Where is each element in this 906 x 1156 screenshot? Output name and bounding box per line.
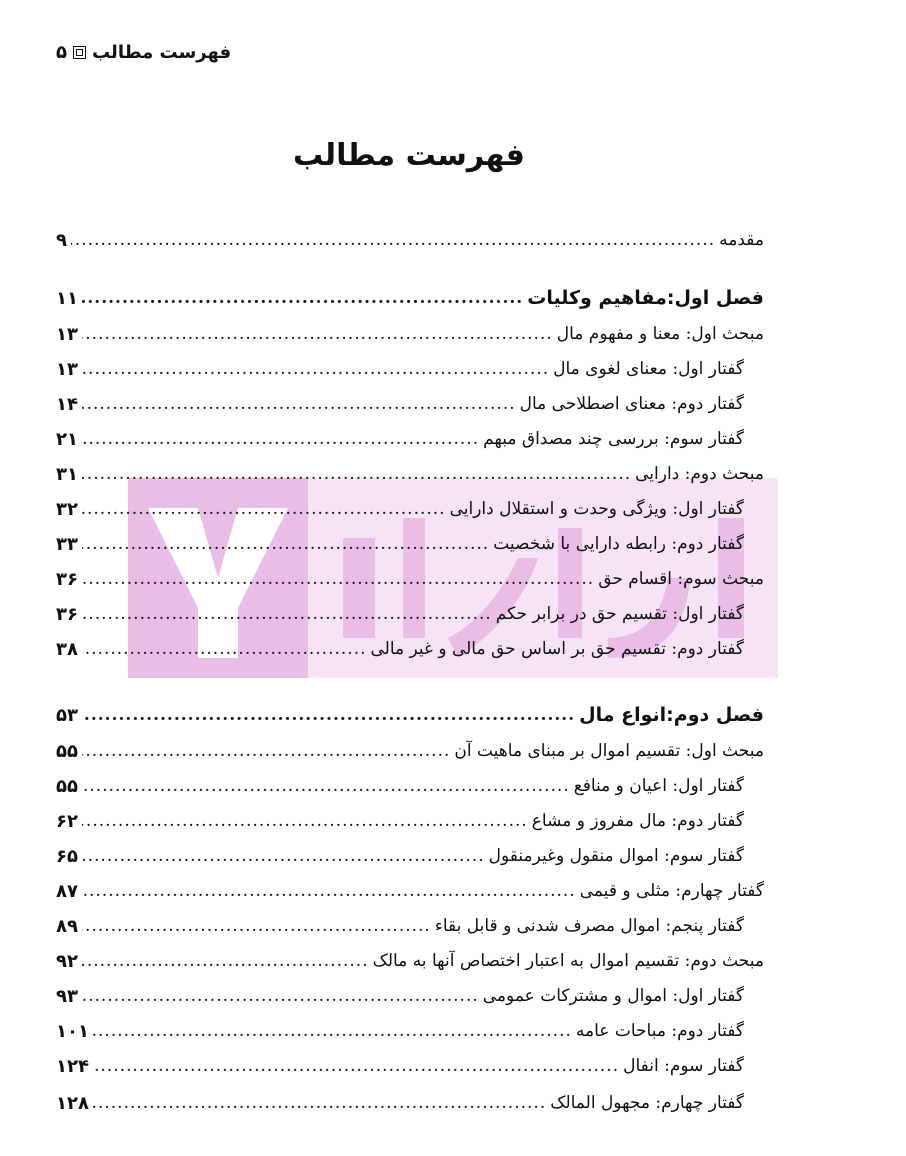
toc-entry-page-number: ۱۳ bbox=[56, 358, 78, 380]
toc-leader-dots bbox=[82, 951, 369, 971]
toc-entry-label: گفتار سوم: اموال منقول وغیرمنقول bbox=[488, 846, 744, 866]
toc-entry[interactable] bbox=[56, 459, 764, 489]
toc-entry[interactable] bbox=[56, 1088, 764, 1118]
toc-entry-label: فصل اول:مفاهیم وکلیات bbox=[527, 287, 764, 309]
toc-entry-label: فصل دوم:انواع مال bbox=[579, 704, 764, 726]
toc-leader-dots bbox=[82, 811, 528, 831]
toc-entry-label: گفتار چهارم: مجهول المالک bbox=[550, 1093, 744, 1113]
toc-entry-page-number: ۶۵ bbox=[56, 845, 78, 867]
running-header bbox=[56, 42, 231, 63]
toc-entry[interactable] bbox=[56, 319, 764, 349]
toc-entry-label: گفتار دوم: مباحات عامه bbox=[575, 1021, 744, 1041]
toc-entry-label: گفتار دوم: رابطه دارایی با شخصیت bbox=[493, 534, 744, 554]
running-header-title: فهرست مطالب bbox=[92, 42, 232, 63]
toc-leader-dots bbox=[82, 569, 594, 589]
toc-entry[interactable] bbox=[56, 494, 764, 524]
toc-entry-label: مبحث اول: معنا و مفهوم مال bbox=[556, 324, 764, 344]
toc-entry-page-number: ۱۲۴ bbox=[56, 1055, 89, 1077]
toc-entry-page-number: ۱۲۸ bbox=[56, 1092, 89, 1114]
toc-entry-page-number: ۵۵ bbox=[56, 740, 78, 762]
toc-entry-page-number: ۲۱ bbox=[56, 428, 78, 450]
toc-entry[interactable] bbox=[56, 981, 764, 1011]
toc-entry[interactable] bbox=[56, 1016, 764, 1046]
toc-leader-dots bbox=[71, 230, 715, 250]
toc-entry-page-number: ۹ bbox=[56, 229, 67, 251]
toc-entry[interactable] bbox=[56, 354, 764, 384]
toc-entry-page-number: ۵۵ bbox=[56, 775, 78, 797]
toc-entry-page-number: ۱۰۱ bbox=[56, 1020, 89, 1042]
toc-entry[interactable] bbox=[56, 806, 764, 836]
toc-entry[interactable] bbox=[56, 389, 764, 419]
toc-entry-label: گفتار سوم: انفال bbox=[623, 1056, 744, 1076]
toc-leader-dots bbox=[93, 1021, 572, 1041]
toc-entry-page-number: ۸۹ bbox=[56, 915, 78, 937]
toc-leader-dots bbox=[93, 1093, 546, 1113]
toc-entry-label: گفتار اول: اعیان و منافع bbox=[573, 776, 744, 796]
toc-leader-dots bbox=[82, 916, 431, 936]
toc-entry-label: مبحث اول: تقسیم اموال بر مبنای ماهیت آن bbox=[454, 741, 764, 761]
toc-leader-dots bbox=[82, 846, 485, 866]
toc-entry-label: گفتار دوم: معنای اصطلاحی مال bbox=[519, 394, 744, 414]
toc-leader-dots bbox=[82, 776, 570, 796]
toc-leader-dots bbox=[93, 1056, 619, 1076]
toc-entry[interactable] bbox=[56, 876, 764, 906]
toc-entry[interactable] bbox=[56, 634, 764, 664]
toc-entry-label: گفتار چهارم: مثلی و قیمی bbox=[579, 881, 764, 901]
toc-entry-label: گفتار اول: اموال و مشترکات عمومی bbox=[482, 986, 744, 1006]
toc-entry[interactable] bbox=[56, 911, 764, 941]
toc-leader-dots bbox=[82, 534, 489, 554]
toc-entry[interactable] bbox=[56, 946, 764, 976]
toc-leader-dots bbox=[82, 324, 553, 344]
toc-entry-page-number: ۶۲ bbox=[56, 810, 78, 832]
toc-leader-dots bbox=[82, 986, 479, 1006]
toc-entry-page-number: ۳۶ bbox=[56, 568, 78, 590]
toc-entry[interactable] bbox=[56, 841, 764, 871]
toc-leader-dots bbox=[82, 288, 523, 308]
toc-entry-page-number: ۹۲ bbox=[56, 950, 78, 972]
toc-entry-page-number: ۱۴ bbox=[56, 393, 78, 415]
square-bullet-icon bbox=[73, 46, 86, 59]
toc-entry-page-number: ۹۳ bbox=[56, 985, 78, 1007]
toc-leader-dots bbox=[82, 359, 549, 379]
toc-entry[interactable] bbox=[56, 225, 764, 255]
toc-entry[interactable] bbox=[56, 771, 764, 801]
toc-entry[interactable] bbox=[56, 529, 764, 559]
running-header-page-number: ۵ bbox=[56, 42, 67, 63]
toc-entry-page-number: ۸۷ bbox=[56, 880, 78, 902]
toc-leader-dots bbox=[82, 499, 446, 519]
toc-leader-dots bbox=[82, 741, 450, 761]
toc-entry-page-number: ۳۱ bbox=[56, 463, 78, 485]
toc-entry[interactable] bbox=[56, 736, 764, 766]
toc-leader-dots bbox=[82, 705, 575, 725]
toc-leader-dots bbox=[82, 639, 367, 659]
toc-entry-label: گفتار سوم: بررسی چند مصداق مبهم bbox=[483, 429, 744, 449]
toc-entry-page-number: ۱۱ bbox=[56, 287, 78, 309]
toc-entry-label: گفتار اول: ویژگی وحدت و استقلال دارایی bbox=[449, 499, 744, 519]
toc-entry-page-number: ۳۳ bbox=[56, 533, 78, 555]
toc-entry[interactable] bbox=[56, 283, 764, 313]
toc-entry-label: گفتار اول: تقسیم حق در برابر حکم bbox=[495, 604, 744, 624]
toc-entry-label: گفتار دوم: مال مفروز و مشاع bbox=[531, 811, 744, 831]
toc-entry-label: گفتار اول: معنای لغوی مال bbox=[553, 359, 744, 379]
toc-entry[interactable] bbox=[56, 1051, 764, 1081]
toc-leader-dots bbox=[82, 429, 479, 449]
toc-leader-dots bbox=[82, 464, 631, 484]
toc-entry-page-number: ۵۳ bbox=[56, 704, 78, 726]
toc-entry-page-number: ۳۶ bbox=[56, 603, 78, 625]
toc-entry-page-number: ۳۲ bbox=[56, 498, 78, 520]
toc-entry[interactable] bbox=[56, 599, 764, 629]
toc-entry-label: مبحث دوم: تقسیم اموال به اعتبار اختصاص آنها به مالک bbox=[372, 951, 764, 971]
toc-leader-dots bbox=[82, 394, 516, 414]
toc-entry-page-number: ۱۳ bbox=[56, 323, 78, 345]
page-title: فهرست مطالب bbox=[293, 138, 525, 173]
toc-entry-label: مبحث سوم: اقسام حق bbox=[598, 569, 764, 589]
toc-entry[interactable] bbox=[56, 424, 764, 454]
toc-entry-label: مبحث دوم: دارایی bbox=[635, 464, 764, 484]
toc-entry-page-number: ۳۸ bbox=[56, 638, 78, 660]
toc-leader-dots bbox=[82, 604, 492, 624]
toc-entry-label: گفتار دوم: تقسیم حق بر اساس حق مالی و غیر مالی bbox=[370, 639, 744, 659]
toc-leader-dots bbox=[82, 881, 576, 901]
toc-entry[interactable] bbox=[56, 700, 764, 730]
toc-entry[interactable] bbox=[56, 564, 764, 594]
toc-entry-label: مقدمه bbox=[719, 230, 764, 250]
toc-entry-label: گفتار پنجم: اموال مصرف شدنی و قابل بقاء bbox=[434, 916, 744, 936]
